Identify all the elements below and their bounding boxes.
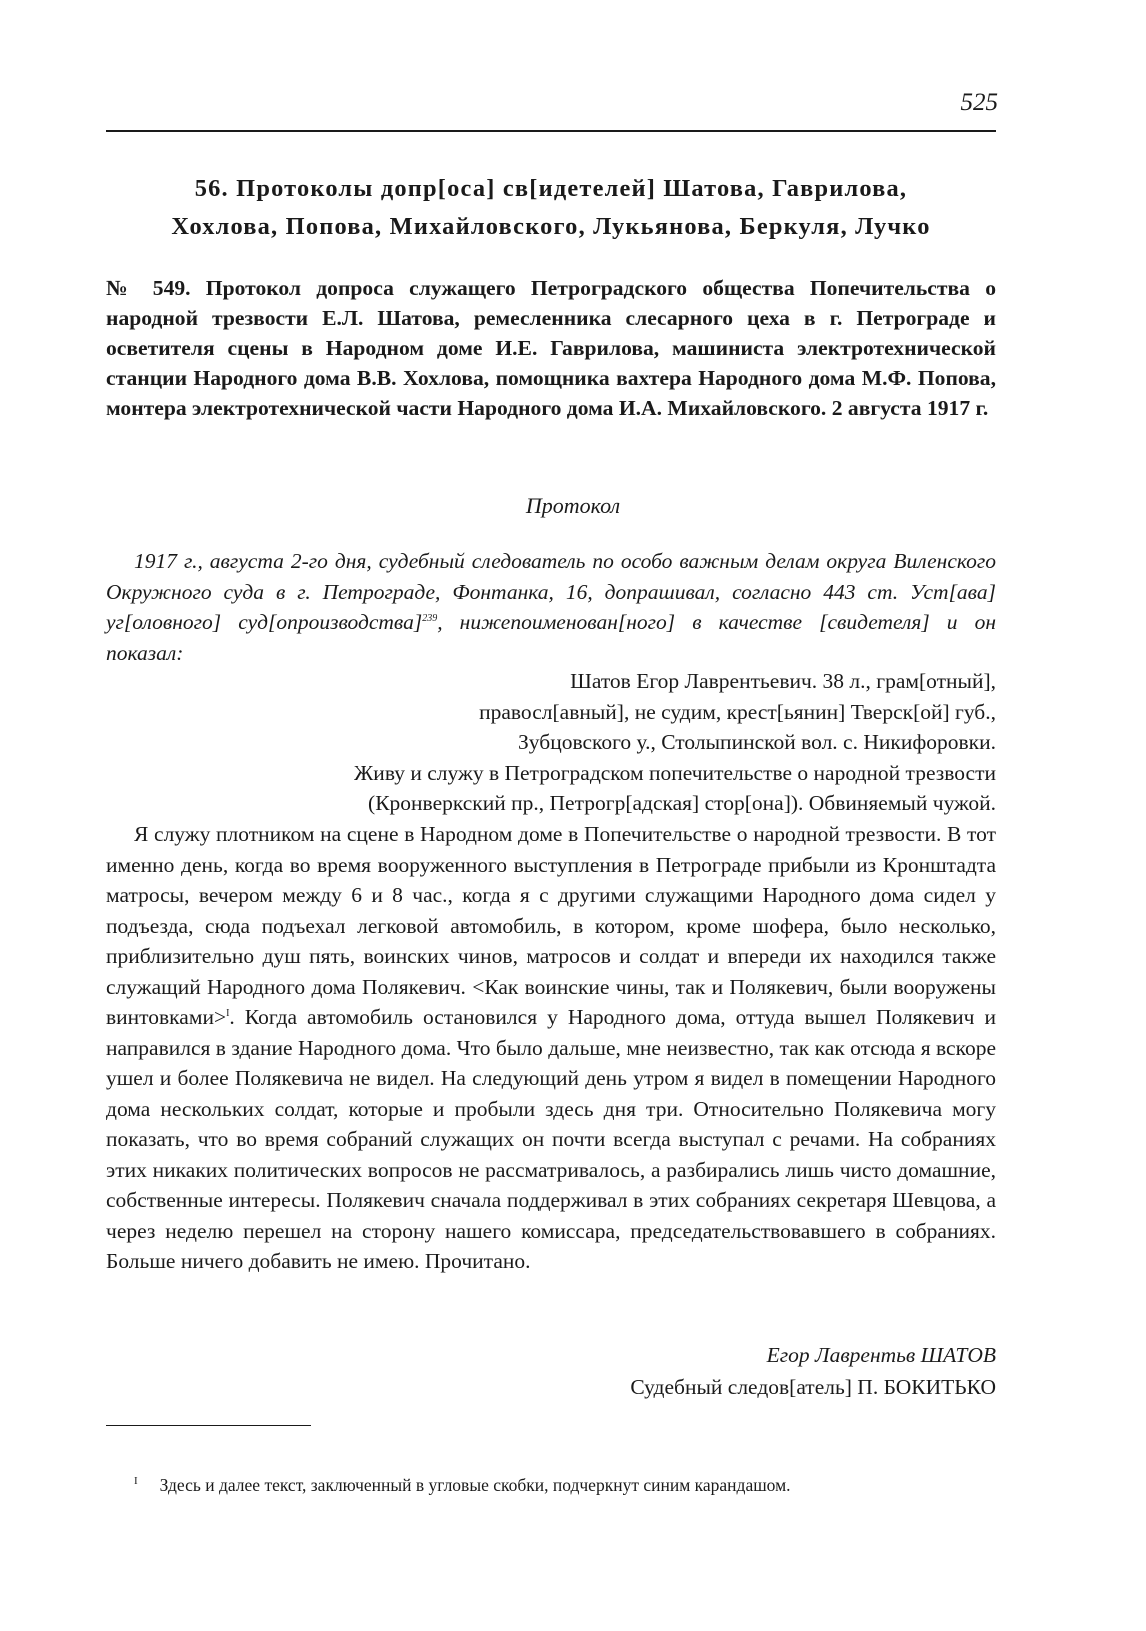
page-number: 525 [960, 89, 998, 116]
witness-line: Живу и служу в Петроградском попечительстве о народной трезвости [354, 760, 996, 785]
witness-line: правосл[авный], не судим, крест[ьянин] Тверск[ой] губ., [479, 699, 996, 724]
testimony-part-2: . Когда автомобиль остановился у Народного дома, оттуда вышел Полякевич и направился в здание Народного дома. Что было дальше, мне неизвестно, так как отсюда я вскоре ушел и более Полякевича не видел. На следующий день утром я видел в помещении Народного дома нескольких солдат, которые и пробыли здесь дня три. Относительно Полякевича могу показать, что во время собраний служащих он почти всегда выступал с речами. На собраниях этих никаких политических вопросов не рассматривалось, а разбирались лишь чисто домашние, собственные интересы. Полякевич сначала поддерживал в этих собраниях секретаря Шевцова, а через неделю перешел на сторону нашего комиссара, председательствовавшего в собраниях. Больше ничего добавить не имею. Прочитано. [106, 1005, 996, 1273]
testimony-text [106, 819, 996, 1277]
footnote-rule [106, 1425, 311, 1426]
section-title [106, 170, 996, 246]
protocol-intro [106, 546, 996, 668]
protocol-label: Протокол [525, 493, 621, 518]
signature-block [630, 1339, 996, 1403]
witness-line: Шатов Егор Лаврентьевич. 38 л., грам[отный], [570, 669, 996, 693]
intro-note-ref: 239 [422, 612, 438, 624]
intro-text-part-1: 1917 г., августа 2-го дня, судебный следователь по особо важным делам округа Виленского Окружного суда в г. Петрограде, Фонтанка, 16, допрашивал, согласно 443 ст. Уст[ава] уг[оловного] суд[опроизводства] [106, 549, 996, 634]
header-rule [106, 130, 996, 132]
section-title-line-1: 56. Протоколы допр[оса] св[идетелей] Шатова, Гаврилова, [194, 175, 908, 202]
footnote-ref: I [226, 1007, 230, 1019]
footnote [134, 1469, 994, 1497]
witness-line: Зубцовского у., Столыпинской вол. с. Никифоровки. [518, 730, 996, 754]
witness-info [354, 666, 996, 819]
intro-text-part-2: , нижепоименован[ного] в качестве [свидетеля] и он показал: [106, 610, 996, 665]
footnote-text: Здесь и далее текст, заключенный в угловые скобки, подчеркнут синим карандашом. [159, 1474, 791, 1495]
document-heading: № 549. Протокол допроса служащего Петроградского общества Попечительства о народной трезвости Е.Л. Шатова, ремесленника слесарного цеха в г. Петрограде и осветителя сцены в Народном доме И.Е. Гаврилова, машиниста электротехнической станции Народного дома В.В. Хохлова, помощника вахтера Народного дома М.Ф. Попова, монтера электротехнической части Народного дома И.А. Михайловского. 2 августа 1917 г. [106, 276, 996, 420]
witness-signature: Егор Лаврентьв ШАТОВ [766, 1343, 996, 1367]
witness-line: (Кронверкский пр., Петрогр[адская] стор[она]). Обвиняемый чужой. [368, 791, 996, 815]
footnote-mark: I [134, 1475, 138, 1487]
section-title-line-2: Хохлова, Попова, Михайловского, Лукьянова, Беркуля, Лучко [171, 213, 931, 240]
testimony-part-1: Я служу плотником на сцене в Народном доме в Попечительстве о народной трезвости. В тот именно день, когда во время вооруженного выступления в Петрограде прибыли из Кронштадта матросы, вечером между 6 и 8 час., когда я с другими служащими Народного дома сидел у подъезда, сюда подъехал легковой автомобиль, в котором, кроме шофера, было несколько, приблизительно душ пять, воинских чинов, матросов и солдат и впереди их находился также служащий Народного дома Полякевич. <Как воинские чины, так и Полякевич, были вооружены винтовками> [106, 822, 996, 1029]
investigator-signature: Судебный следов[атель] П. БОКИТЬКО [630, 1375, 996, 1399]
